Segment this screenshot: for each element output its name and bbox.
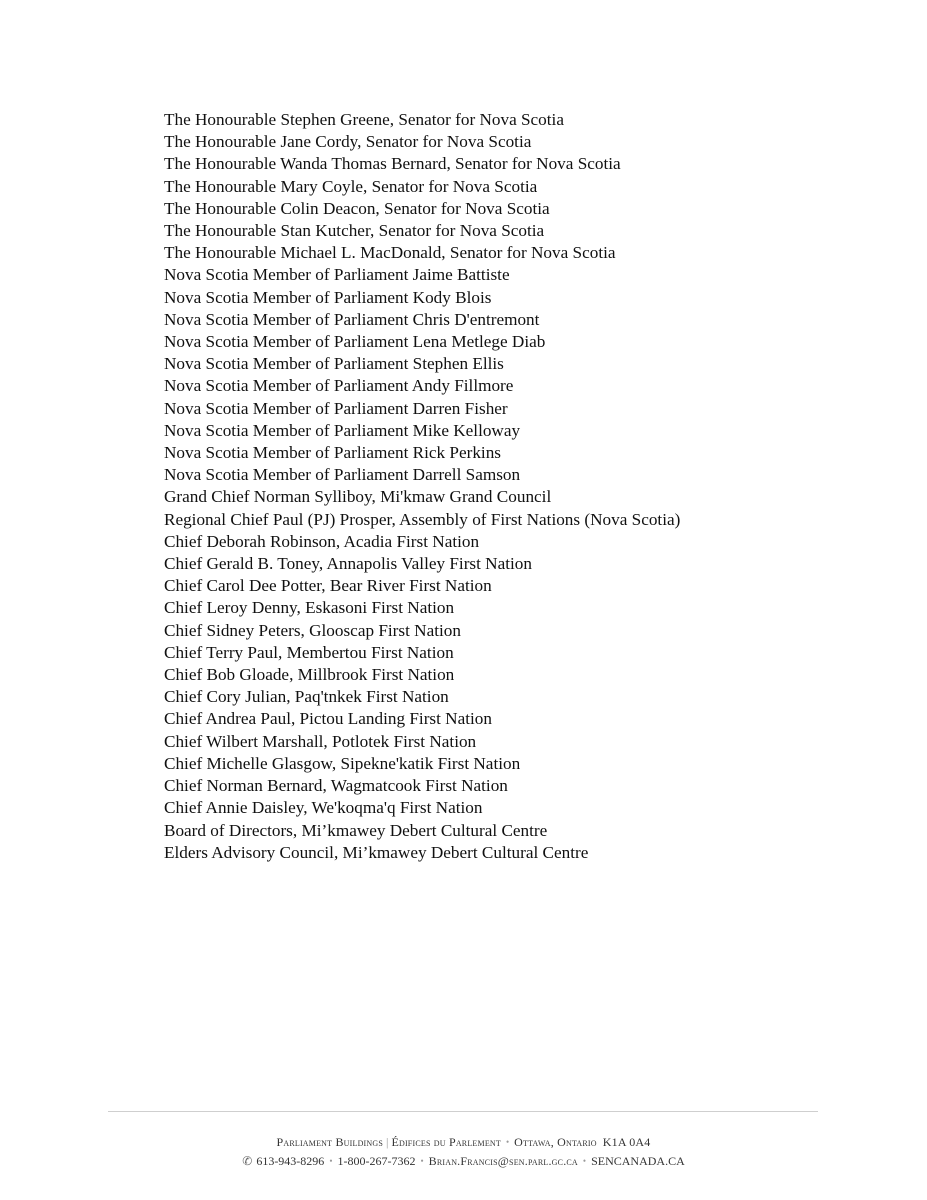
recipient-item: Chief Carol Dee Potter, Bear River First Nation <box>164 576 492 596</box>
recipient-item: Nova Scotia Member of Parliament Stephen Ellis <box>164 354 504 374</box>
recipient-item: Nova Scotia Member of Parliament Kody Blois <box>164 287 492 307</box>
recipient-item: Chief Andrea Paul, Pictou Landing First Nation <box>164 709 492 729</box>
recipient-item: Nova Scotia Member of Parliament Andy Fillmore <box>164 376 514 396</box>
recipient-item: The Honourable Colin Deacon, Senator for Nova Scotia <box>164 198 550 218</box>
recipient-item: Grand Chief Norman Sylliboy, Mi'kmaw Grand Council <box>164 487 552 507</box>
footer-email-link[interactable]: Brian.Francis@sen.parl.gc.ca <box>428 1154 578 1168</box>
footer-address-line: Parliament Buildings | Édifices du Parlement • Ottawa, Ontario K1A 0A4 <box>276 1135 651 1149</box>
recipient-item: The Honourable Jane Cordy, Senator for Nova Scotia <box>164 132 532 152</box>
recipient-item: Chief Michelle Glasgow, Sipekne'katik First Nation <box>164 753 521 773</box>
footer-phone: 613-943-8296 <box>256 1154 325 1168</box>
footer-city: Ottawa, Ontario <box>514 1135 597 1149</box>
recipient-item: Nova Scotia Member of Parliament Lena Metlege Diab <box>164 332 546 352</box>
footer-website-link[interactable]: SENCANADA.CA <box>591 1154 685 1168</box>
recipient-item: Chief Gerald B. Toney, Annapolis Valley First Nation <box>164 554 532 574</box>
recipient-item: Chief Norman Bernard, Wagmatcook First Nation <box>164 776 508 796</box>
recipient-item: Chief Cory Julian, Paq'tnkek First Nation <box>164 687 449 707</box>
recipient-item: Nova Scotia Member of Parliament Rick Perkins <box>164 443 501 463</box>
footer-divider <box>108 1111 818 1112</box>
footer-postal-code: K1A 0A4 <box>602 1135 651 1149</box>
recipient-item: Nova Scotia Member of Parliament Darren Fisher <box>164 398 508 418</box>
recipient-item: Nova Scotia Member of Parliament Jaime Battiste <box>164 265 510 285</box>
recipient-item: Chief Annie Daisley, We'koqma'q First Nation <box>164 798 483 818</box>
letterhead-footer <box>0 1133 927 1171</box>
recipient-item: The Honourable Stephen Greene, Senator for Nova Scotia <box>164 110 564 129</box>
recipient-item: The Honourable Stan Kutcher, Senator for Nova Scotia <box>164 221 545 241</box>
recipient-item: Elders Advisory Council, Mi’kmawey Debert Cultural Centre <box>164 842 589 862</box>
footer-contact-line: ✆ 613-943-8296 • 1-800-267-7362 • Brian.Francis@sen.parl.gc.ca • SENCANADA.CA <box>242 1154 685 1168</box>
recipient-item: Chief Bob Gloade, Millbrook First Nation <box>164 665 455 685</box>
recipient-item: Nova Scotia Member of Parliament Chris D'entremont <box>164 309 540 329</box>
recipient-item: Chief Sidney Peters, Glooscap First Nation <box>164 620 461 640</box>
footer-building-en: Parliament Buildings <box>276 1135 384 1149</box>
recipient-item: Chief Wilbert Marshall, Potlotek First Nation <box>164 731 477 751</box>
footer-tollfree: 1-800-267-7362 <box>337 1154 416 1168</box>
recipient-item: Chief Leroy Denny, Eskasoni First Nation <box>164 598 455 618</box>
phone-icon: ✆ <box>242 1154 253 1168</box>
recipient-list <box>164 109 680 864</box>
recipient-item: Board of Directors, Mi’kmawey Debert Cultural Centre <box>164 820 548 840</box>
recipient-item: Regional Chief Paul (PJ) Prosper, Assembly of First Nations (Nova Scotia) <box>164 509 681 529</box>
recipient-item: Nova Scotia Member of Parliament Darrell Samson <box>164 465 521 485</box>
recipient-item: The Honourable Michael L. MacDonald, Senator for Nova Scotia <box>164 243 616 263</box>
recipient-item: Chief Terry Paul, Membertou First Nation <box>164 642 454 662</box>
recipient-item: Nova Scotia Member of Parliament Mike Kelloway <box>164 420 521 440</box>
recipient-item: Chief Deborah Robinson, Acadia First Nation <box>164 531 480 551</box>
recipient-item: The Honourable Mary Coyle, Senator for Nova Scotia <box>164 176 538 196</box>
recipient-item: The Honourable Wanda Thomas Bernard, Senator for Nova Scotia <box>164 154 621 174</box>
footer-building-fr: Édifices du Parlement <box>391 1135 501 1149</box>
